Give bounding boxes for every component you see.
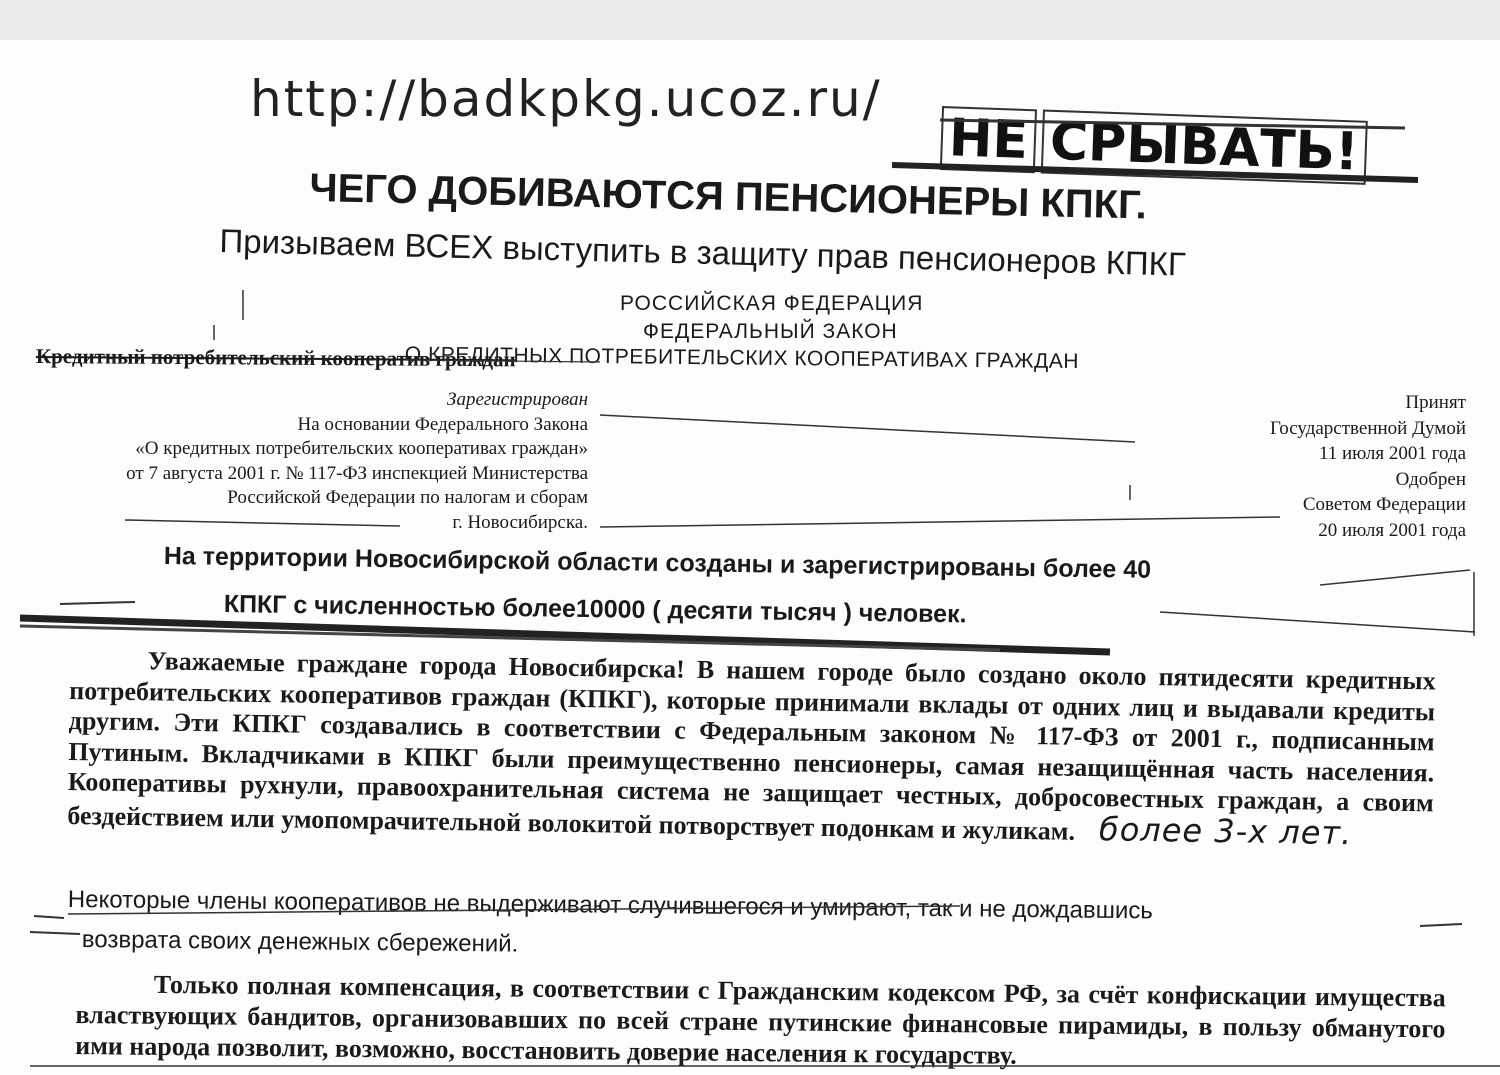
registration-line: «О кредитных потребительских кооперативах граждан» [135, 438, 588, 459]
rule-line [68, 906, 960, 914]
law-title: О КРЕДИТНЫХ ПОТРЕБИТЕЛЬСКИХ КООПЕРАТИВАХ ГРАЖДАН [404, 343, 1080, 374]
members-line-2: возврата своих денежных сбережений. [81, 926, 519, 958]
rule-line [1320, 570, 1470, 585]
territory-line-1: На территории Новосибирской области созданы и зарегистрированы более 40 [163, 542, 1152, 584]
rule-line [405, 360, 600, 362]
coop-name: Кредитный потребительский кооператив граждан [35, 344, 516, 372]
stamp-word-1: НЕ [940, 106, 1037, 173]
law-country: РОССИЙСКАЯ ФЕДЕРАЦИЯ [620, 292, 924, 315]
adoption-line: 11 июля 2001 года [1318, 443, 1466, 464]
adoption-line: 20 июля 2001 года [1318, 519, 1466, 541]
stamp-word-2: СРЫВАТЬ! [1041, 110, 1368, 185]
registration-line: На основании Федерального Закона [297, 413, 588, 435]
appeal-text: Уважаемые граждане города Новосибирска! В нашем городе было создано около пятидесяти кредитных потребительских кооперативов граждан (КПКГ), которые принимали вклады от одних лиц и выдавали кредиты другим. Эти КПКГ создавались в соответствии с Федеральным законом № 117-ФЗ от 2001 г., подписанным Путиным. Вкладчиками в КПКГ были преимущественно пенсионеры, самая незащищённая часть населения. Кооперативы рухнули, правоохранительная система не защищает честных, добросовестных граждан, а своим бездействием или умопомрачительной волокитой потворствует подонкам и жуликам. [67, 646, 1436, 846]
compensation-text: Только полная компенсация, в соответствии с Гражданским кодексом РФ, за счёт конфискации имущества властвующих бандитов, организовавших по всей стране путинские финансовые пирамиды, в пользу обманутого ими народа позволит, возможно, восстановить доверие населения к государству. [75, 969, 1446, 1070]
rule-line [600, 517, 1280, 527]
law-type: ФЕДЕРАЛЬНЫЙ ЗАКОН [643, 320, 898, 343]
call-to-action: Призываем ВСЕХ выступить в защиту прав пенсионеров КПКГ [219, 222, 1187, 283]
adoption-line: Государственной Думой [1269, 417, 1466, 439]
stamp-underline [892, 165, 1418, 180]
rule-line [600, 415, 1135, 442]
territory-line-2: КПКГ с численностью более10000 ( десяти тысяч ) человек. [223, 590, 967, 629]
leaflet-headline: ЧЕГО ДОБИВАЮТСЯ ПЕНСИОНЕРЫ КПКГ. [309, 166, 1148, 228]
adoption-line: Принят [1405, 392, 1466, 413]
adoption-line: Советом Федерации [1302, 494, 1466, 515]
registration-line: г. Новосибирска. [452, 511, 588, 533]
registered-label: Зарегистрирован [447, 389, 588, 410]
registration-line: от 7 августа 2001 г. № 117-ФЗ инспекцией Министерства [126, 462, 588, 484]
handwritten-note: более 3-х лет. [1098, 809, 1353, 852]
members-line-1: Некоторые члены кооперативов не выдерживают случившегося и умирают, так и не дождавшись [67, 886, 1153, 925]
registration-line: Российской Федерации по налогам и сборам [227, 487, 588, 508]
adoption-line: Одобрен [1395, 468, 1466, 490]
separator-bar [20, 618, 1110, 652]
rule-line [125, 520, 400, 526]
site-url[interactable]: http://badkpkg.ucoz.ru/ [250, 70, 882, 128]
